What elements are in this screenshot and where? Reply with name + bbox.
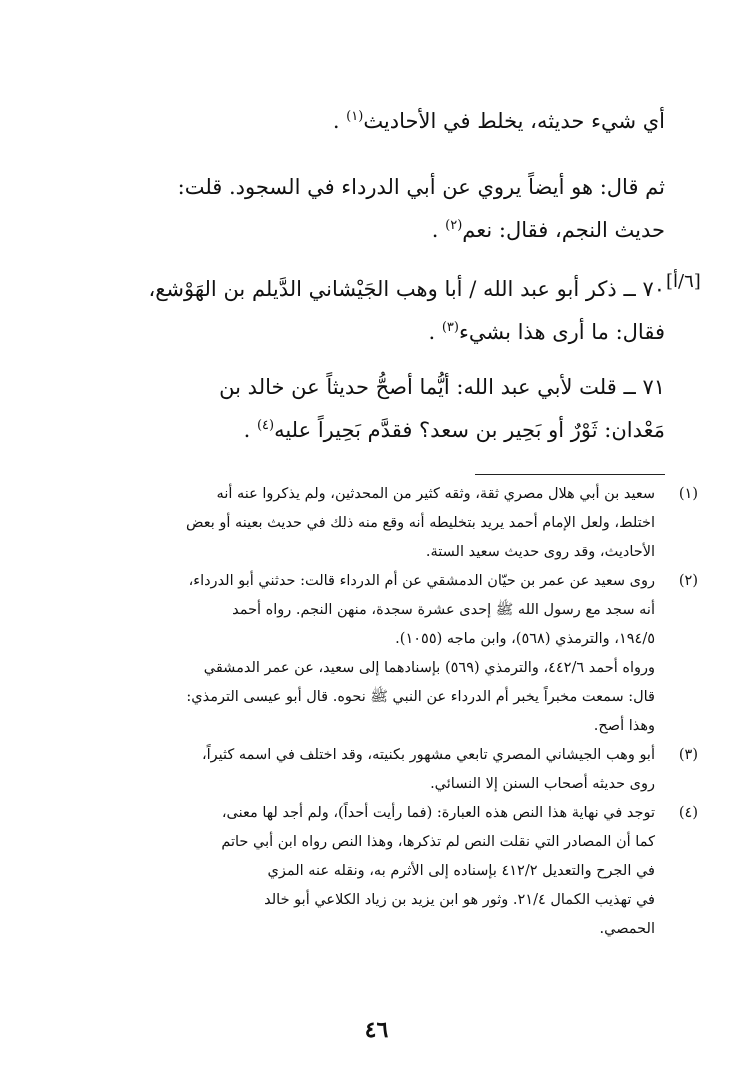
footnote-ref-1: (١) bbox=[346, 109, 364, 124]
footnote-number: (٢) bbox=[678, 573, 698, 589]
footnote-number: (٤) bbox=[678, 805, 698, 821]
paragraph-3-end: . bbox=[428, 320, 442, 344]
paragraph-2-end: . bbox=[431, 218, 446, 242]
footnote-1 bbox=[86, 480, 698, 567]
footnote-line: روى حديثه أصحاب السنن إلا النسائي. bbox=[430, 776, 655, 792]
paragraph-4-end: . bbox=[243, 418, 257, 442]
footnote-separator bbox=[475, 474, 665, 475]
footnote-line: وهذا أصح. bbox=[593, 718, 655, 734]
paragraph-2-line-2: حديث النجم، فقال: نعم bbox=[462, 218, 665, 242]
paragraph-3-line-1: ٧٠ ــ ذكر أبو عبد الله / أبا وهب الجَيْشاني الدَّيلم بن الهَوْشع، bbox=[148, 277, 665, 301]
paragraph-4-line-2: مَعْدان: ثَوْرٌ أو بَحِير بن سعد؟ فقدَّم بَحِيراً عليه bbox=[274, 418, 665, 442]
page-number: ٤٦ bbox=[364, 1017, 389, 1043]
footnote-line: كما أن المصادر التي نقلت النص لم تذكرها، وهذا النص رواه ابن أبي حاتم bbox=[221, 834, 655, 850]
footnote-line: روى سعيد عن عمر بن حيّان الدمشقي عن أم الدرداء قالت: حدثني أبو الدرداء، bbox=[188, 573, 655, 589]
footnote-ref-4: (٤) bbox=[256, 418, 275, 433]
footnote-line: اختلط، ولعل الإمام أحمد يريد بتخليطه أنه وقع منه ذلك في حديث بعينه أو بعض bbox=[185, 515, 655, 531]
paragraph-1-text: أي شيء حديثه، يخلط في الأحاديث bbox=[363, 109, 665, 133]
footnote-3 bbox=[86, 741, 698, 799]
paragraph-2-line-1: ثم قال: هو أيضاً يروي عن أبي الدرداء في السجود. قلت: bbox=[177, 175, 665, 199]
footnote-line: سعيد بن أبي هلال مصري ثقة، وثقه كثير من المحدثين، ولم يذكروا عنه أنه bbox=[216, 486, 655, 502]
footnote-line: ورواه أحمد ٤٤٢/٦، والترمذي (٥٦٩) بإسنادهما إلى سعيد، عن عمر الدمشقي bbox=[203, 660, 655, 676]
footnote-line: في تهذيب الكمال ٢١/٤. وثور هو ابن يزيد بن زياد الكلاعي أبو خالد bbox=[264, 892, 655, 908]
paragraph-4-line-1: ٧١ ــ قلت لأبي عبد الله: أيُّما أصحُّ حديثاً عن خالد بن bbox=[219, 375, 665, 399]
footnotes-section bbox=[86, 480, 698, 944]
paragraph-3 bbox=[90, 268, 665, 354]
footnote-ref-3: (٣) bbox=[441, 320, 459, 335]
footnote-line: أبو وهب الجيشاني المصري تابعي مشهور بكنيته، وقد اختلف في اسمه كثيراً، bbox=[201, 747, 655, 763]
paragraph-3-line-2: فقال: ما أرى هذا بشيء bbox=[458, 320, 665, 344]
paragraph-2 bbox=[90, 166, 665, 252]
footnote-4 bbox=[86, 799, 698, 944]
footnote-line: أنه سجد مع رسول الله ﷺ إحدى عشرة سجدة، منهن النجم. رواه أحمد bbox=[232, 602, 655, 618]
footnote-2 bbox=[86, 567, 698, 741]
paragraph-1-end: . bbox=[332, 109, 347, 133]
footnote-ref-2: (٢) bbox=[445, 218, 463, 233]
footnote-line: توجد في نهاية هذا النص هذه العبارة: (فما رأيت أحداً)، ولم أجد لها معنى، bbox=[221, 805, 655, 821]
paragraph-4 bbox=[90, 366, 665, 452]
footnote-line: ١٩٤/٥، والترمذي (٥٦٨)، وابن ماجه (١٠٥٥). bbox=[395, 631, 655, 647]
footnote-line: قال: سمعت مخبراً يخبر أم الدرداء عن النبي ﷺ نحوه. قال أبو عيسى الترمذي: bbox=[186, 689, 655, 705]
manuscript-folio-marker: [٦/أ] bbox=[666, 271, 701, 292]
footnote-line: في الجرح والتعديل ٤١٢/٢ بإسناده إلى الأثرم به، ونقله عنه المزي bbox=[267, 863, 655, 879]
footnote-number: (٣) bbox=[678, 747, 698, 763]
paragraph-1 bbox=[90, 100, 665, 143]
footnote-line: الحمصي. bbox=[599, 921, 655, 937]
footnote-line: الأحاديث، وقد روى حديث سعيد الستة. bbox=[425, 544, 655, 560]
footnote-number: (١) bbox=[678, 486, 698, 502]
